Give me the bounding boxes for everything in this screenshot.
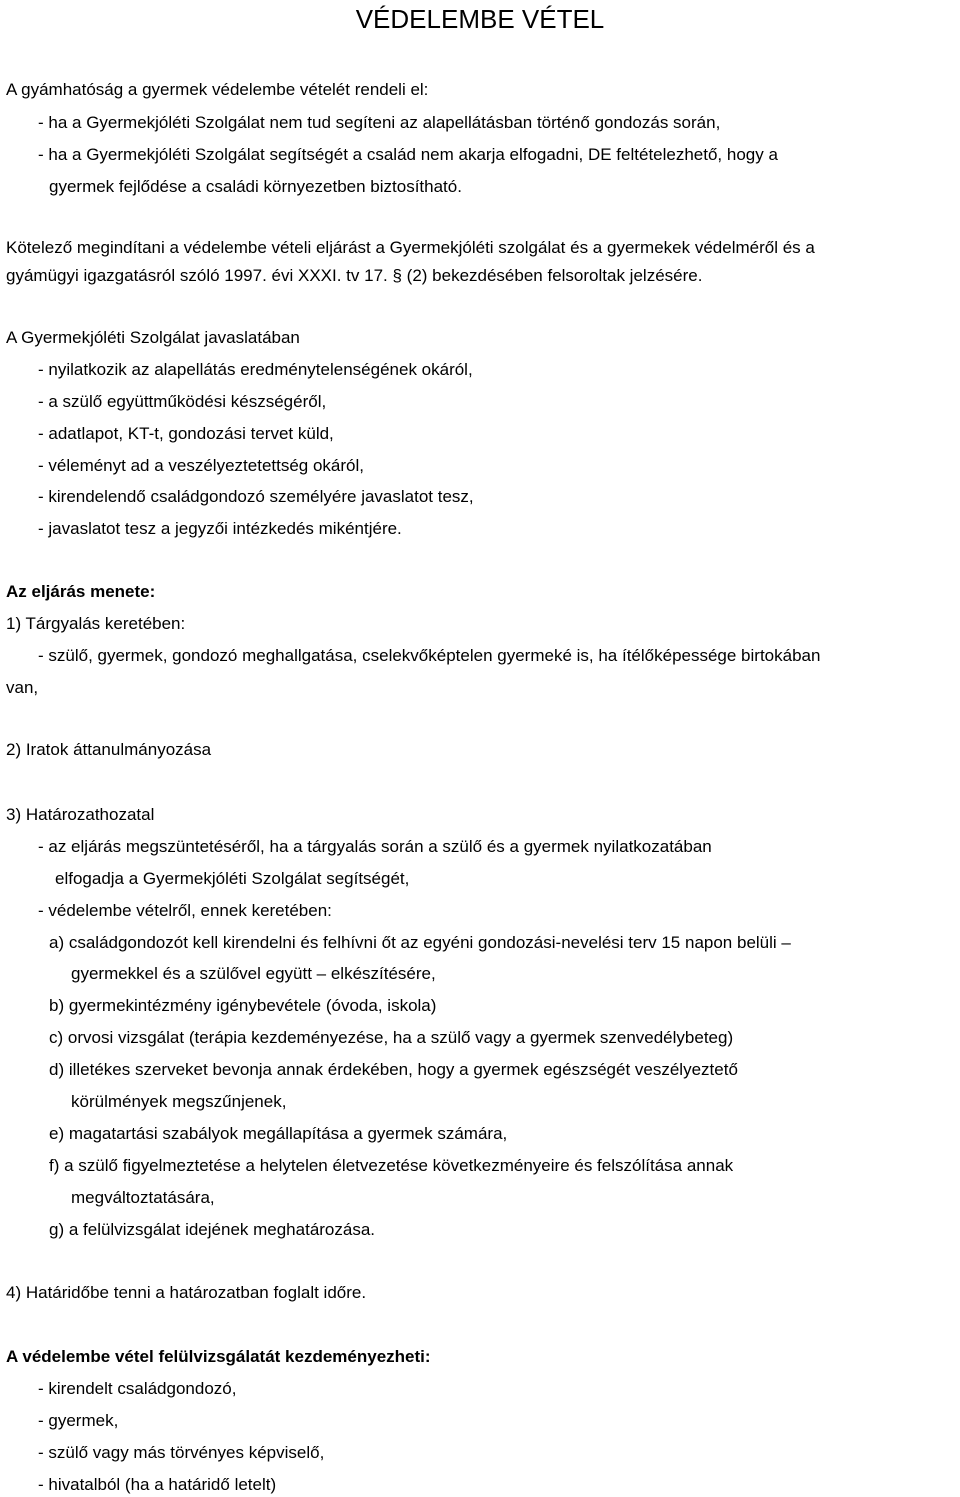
proposal-item: - nyilatkozik az alapellátás eredménytelenségének okáról, (38, 360, 473, 379)
procedure-step-item: - az eljárás megszüntetéséről, ha a tárgyalás során a szülő és a gyermek nyilatkozatában (38, 837, 712, 856)
intro-item-continuation: gyermek fejlődése a családi környezetben biztosítható. (49, 177, 462, 196)
intro-item: - ha a Gyermekjóléti Szolgálat nem tud segíteni az alapellátásban történő gondozás során, (38, 113, 721, 132)
proposal-item: - véleményt ad a veszélyeztetettség okáról, (38, 456, 364, 475)
procedure-subitem-continuation: körülmények megszűnjenek, (71, 1092, 287, 1111)
proposal-item: - kirendelendő családgondozó személyére javaslatot tesz, (38, 487, 474, 506)
proposal-item: - javaslatot tesz a jegyzői intézkedés mikéntjére. (38, 519, 402, 538)
proposal-item: - a szülő együttműködési készségéről, (38, 392, 327, 411)
procedure-subitem: e) magatartási szabályok megállapítása a gyermek számára, (49, 1124, 508, 1143)
procedure-step-item-continuation: elfogadja a Gyermekjóléti Szolgálat segítségét, (55, 869, 410, 888)
page-title: VÉDELEMBE VÉTEL (355, 4, 605, 34)
procedure-subitem: d) illetékes szerveket bevonja annak érdekében, hogy a gyermek egészségét veszélyeztető (49, 1060, 738, 1079)
procedure-heading: Az eljárás menete: (6, 582, 156, 601)
procedure-subitem: a) családgondozót kell kirendelni és felhívni őt az egyéni gondozási-nevelési terv 15 napon belüli – (49, 933, 791, 952)
review-heading: A védelembe vétel felülvizsgálatát kezdeményezheti: (6, 1347, 431, 1366)
procedure-step: 2) Iratok áttanulmányozása (6, 740, 212, 759)
procedure-subitem-continuation: gyermekkel és a szülővel együtt – elkészítésére, (71, 964, 436, 983)
procedure-step-item: - szülő, gyermek, gondozó meghallgatása, cselekvőképtelen gyermeké is, ha ítélőképessége birtokában (38, 646, 821, 665)
procedure-subitem: g) a felülvizsgálat idejének meghatározása. (49, 1220, 376, 1239)
review-item: - kirendelt családgondozó, (38, 1379, 237, 1398)
mandatory-text: gyámügyi igazgatásról szóló 1997. évi XXXI. tv 17. § (2) bekezdésében felsoroltak jelzésére. (6, 266, 703, 285)
procedure-subitem-continuation: megváltoztatására, (71, 1188, 215, 1207)
procedure-subitem: f) a szülő figyelmeztetése a helytelen életvezetése következményeire és felszólítása annak (49, 1156, 734, 1175)
procedure-step: 4) Határidőbe tenni a határozatban foglalt időre. (6, 1283, 367, 1302)
proposal-lead: A Gyermekjóléti Szolgálat javaslatában (6, 328, 300, 347)
procedure-step: 1) Tárgyalás keretében: (6, 614, 186, 633)
intro-item: - ha a Gyermekjóléti Szolgálat segítségét a család nem akarja elfogadni, DE feltételezhető, hogy a (38, 145, 778, 164)
review-item: - szülő vagy más törvényes képviselő, (38, 1443, 325, 1462)
intro-lead: A gyámhatóság a gyermek védelembe vételét rendeli el: (6, 80, 429, 99)
procedure-step-item: - védelembe vételről, ennek keretében: (38, 901, 332, 920)
review-item: - gyermek, (38, 1411, 119, 1430)
review-item: - hivatalból (ha a határidő letelt) (38, 1475, 277, 1494)
procedure-step-item-continuation: van, (6, 678, 39, 697)
procedure-subitem: b) gyermekintézmény igénybevétele (óvoda, iskola) (49, 996, 437, 1015)
mandatory-text: Kötelező megindítani a védelembe vételi eljárást a Gyermekjóléti szolgálat és a gyermekek védelméről és a (6, 238, 815, 257)
proposal-item: - adatlapot, KT-t, gondozási tervet küld, (38, 424, 334, 443)
procedure-subitem: c) orvosi vizsgálat (terápia kezdeményezése, ha a szülő vagy a gyermek szenvedélybeteg) (49, 1028, 734, 1047)
procedure-step: 3) Határozathozatal (6, 805, 155, 824)
